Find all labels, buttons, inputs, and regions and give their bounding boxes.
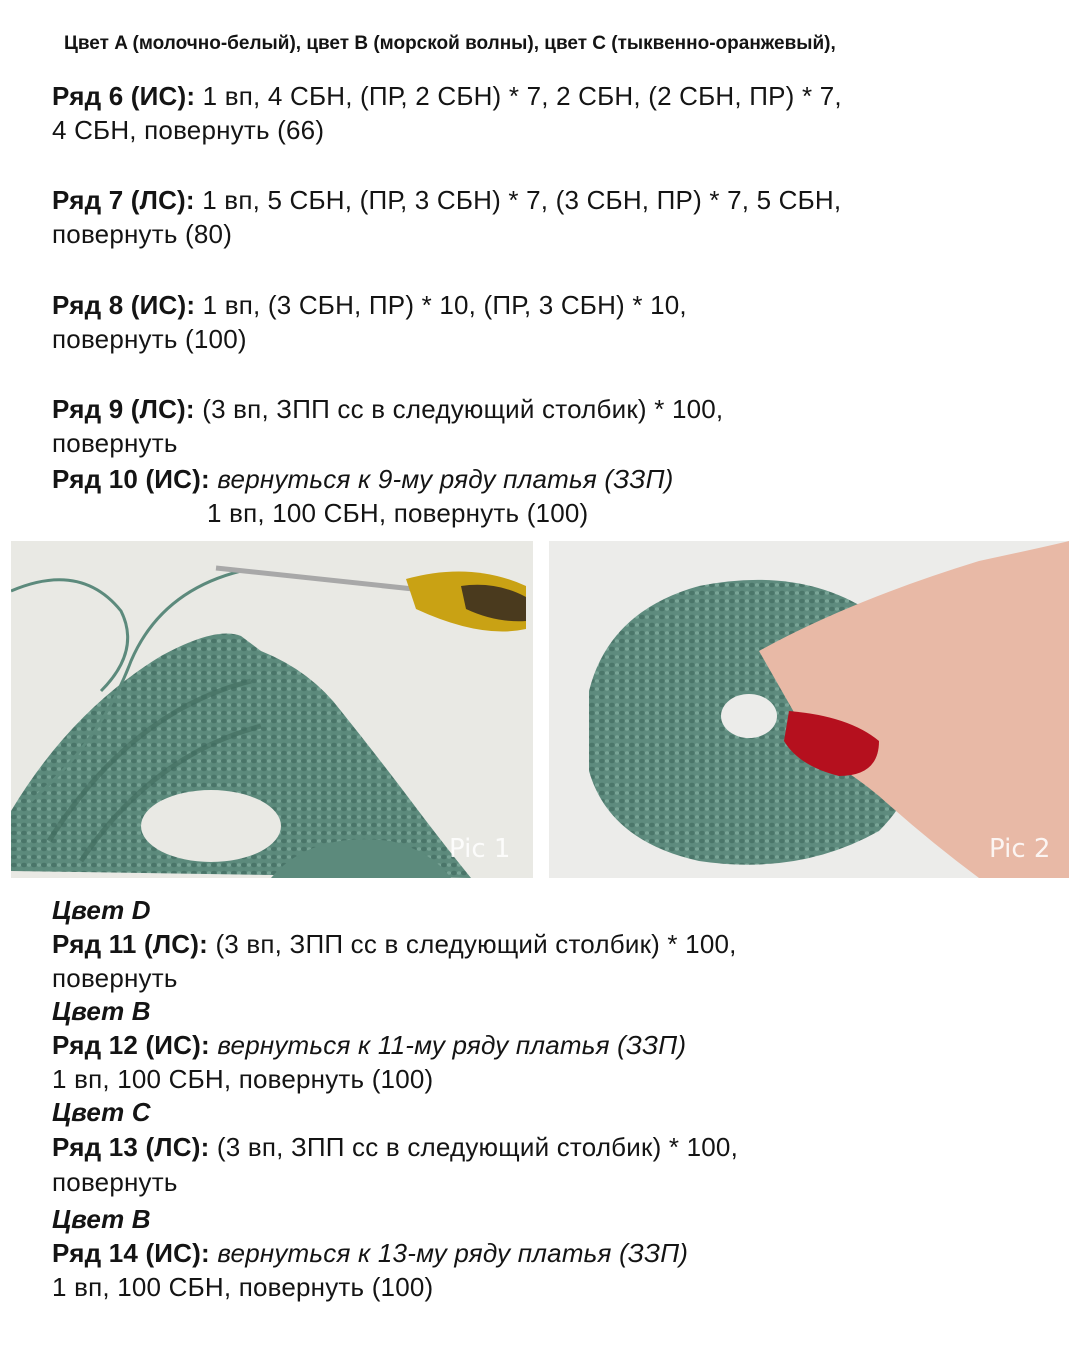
row-instructions: 1 вп, 4 СБН, (ПР, 2 СБН) * 7, 2 СБН, (2 СБН, ПР) * 7, <box>202 81 842 111</box>
colors-header: Цвет A (молочно-белый), цвет B (морской волны), цвет C (тыквенно-оранжевый), <box>64 33 836 54</box>
row-8-line-1 <box>52 288 687 322</box>
pic-2-label: Pic 2 <box>989 834 1051 864</box>
row-13-line-2: повернуть <box>52 1167 178 1197</box>
photo-pic-2 <box>549 541 1069 878</box>
row-instructions: 1 вп, (3 СБН, ПР) * 10, (ПР, 3 СБН) * 10, <box>202 290 687 320</box>
row-8-line-2: повернуть (100) <box>52 324 247 354</box>
row-6-line-1 <box>52 79 842 113</box>
row-label: Ряд 11 (ЛС): <box>52 929 209 959</box>
color-label: Цвет B <box>52 1204 151 1234</box>
row-10-line-1 <box>52 462 673 496</box>
row-11-line-2: повернуть <box>52 963 178 993</box>
row-note: вернуться к 9-му ряду платья (ЗЗП) <box>217 464 674 494</box>
row-10-line-2: 1 вп, 100 СБН, повернуть (100) <box>207 498 589 528</box>
row-label: Ряд 8 (ИС): <box>52 290 196 320</box>
photo-pic-1 <box>11 541 533 878</box>
row-note: вернуться к 13-му ряду платья (ЗЗП) <box>217 1238 689 1268</box>
pic-1-label: Pic 1 <box>449 834 511 864</box>
row-9-line-2: повернуть <box>52 428 178 458</box>
row-label: Ряд 9 (ЛС): <box>52 394 195 424</box>
row-label: Ряд 10 (ИС): <box>52 464 210 494</box>
row-12-line-2: 1 вп, 100 СБН, повернуть (100) <box>52 1064 434 1094</box>
row-7-line-1 <box>52 183 841 217</box>
row-note: вернуться к 11-му ряду платья (ЗЗП) <box>217 1030 687 1060</box>
row-14-line-1 <box>52 1236 688 1270</box>
row-label: Ряд 6 (ИС): <box>52 81 196 111</box>
row-label: Ряд 14 (ИС): <box>52 1238 210 1268</box>
row-13-line-1 <box>52 1130 738 1164</box>
center-hole <box>721 694 777 738</box>
color-label: Цвет D <box>52 895 151 925</box>
row-14-line-2: 1 вп, 100 СБН, повернуть (100) <box>52 1272 434 1302</box>
row-12-line-1 <box>52 1028 686 1062</box>
row-11-line-1 <box>52 927 737 961</box>
row-9-line-1 <box>52 392 723 426</box>
center-hole <box>141 790 281 862</box>
row-instructions: (3 вп, ЗПП сс в следующий столбик) * 100, <box>216 1132 739 1162</box>
row-label: Ряд 12 (ИС): <box>52 1030 210 1060</box>
row-6-line-2: 4 СБН, повернуть (66) <box>52 115 325 145</box>
color-label: Цвет C <box>52 1097 151 1127</box>
color-label: Цвет B <box>52 996 151 1026</box>
row-instructions: (3 вп, ЗПП сс в следующий столбик) * 100, <box>215 929 737 959</box>
row-instructions: (3 вп, ЗПП сс в следующий столбик) * 100, <box>202 394 724 424</box>
row-label: Ряд 7 (ЛС): <box>52 185 195 215</box>
row-instructions: 1 вп, 5 СБН, (ПР, 3 СБН) * 7, (3 СБН, ПР) * 7, 5 СБН, <box>202 185 842 215</box>
row-label: Ряд 13 (ЛС): <box>52 1132 210 1162</box>
row-7-line-2: повернуть (80) <box>52 219 233 249</box>
